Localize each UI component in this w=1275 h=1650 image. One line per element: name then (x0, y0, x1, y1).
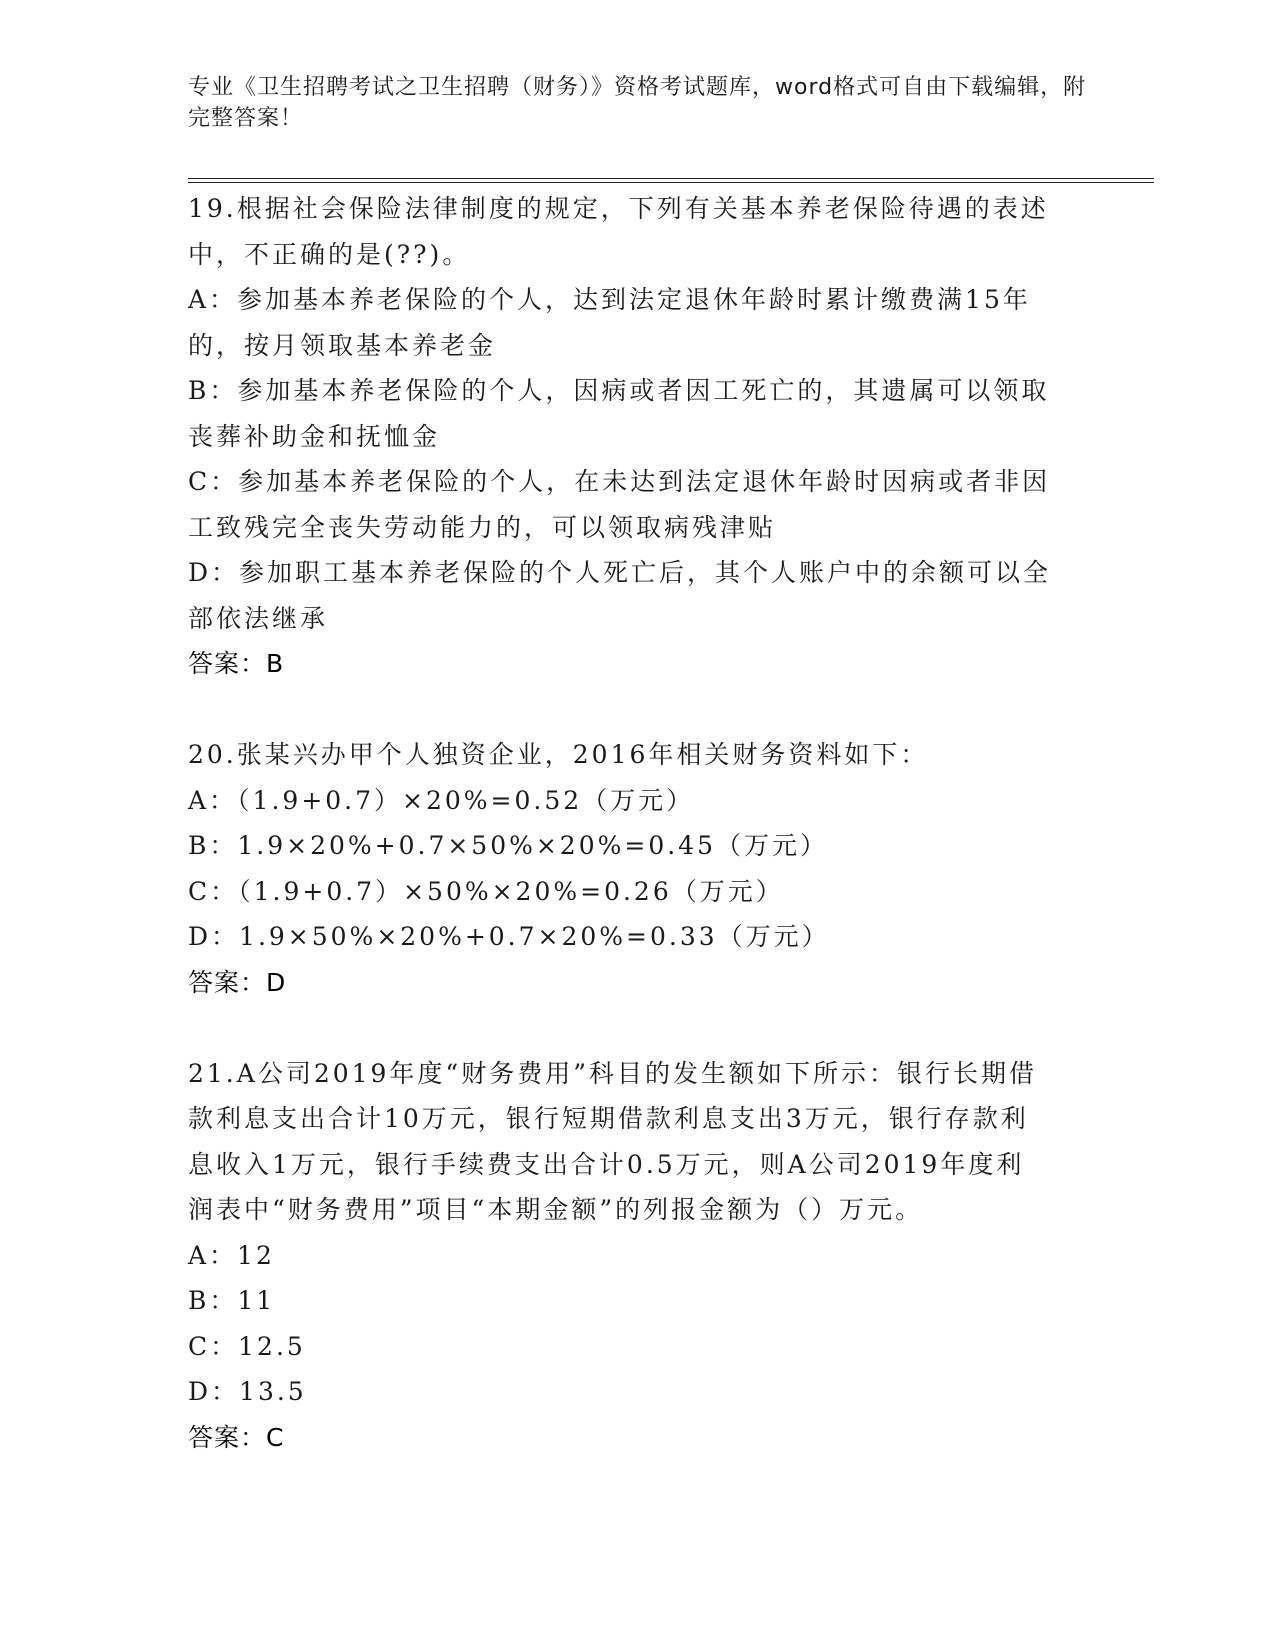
option-b-line: 丧葬补助金和抚恤金 (188, 421, 441, 451)
option-d-line: D：1.9×50%×20%+0.7×20%=0.33（万元） (188, 922, 830, 951)
question-20 (188, 732, 1088, 1005)
header-divider-bottom (188, 182, 1154, 183)
option-c-line: C：（1.9+0.7）×50%×20%=0.26（万元） (188, 876, 784, 906)
answer-label: 答案：D (188, 967, 287, 997)
answer-label: 答案：B (188, 649, 285, 678)
option-c-line: C：12.5 (188, 1331, 306, 1361)
option-c-line: 工致残完全丧失劳动能力的，可以领取病残津贴 (188, 512, 777, 542)
spacer (188, 1005, 1088, 1051)
option-d-line: D：参加职工基本养老保险的个人死亡后，其个人账户中的余额可以全 (188, 558, 1052, 587)
option-c-line: C：参加基本养老保险的个人，在未达到法定退休年龄时因病或者非因 (188, 467, 1051, 496)
question-stem-line: 19.根据社会保险法律制度的规定，下列有关基本养老保险待遇的表述 (188, 194, 1049, 223)
question-21 (188, 1051, 1088, 1461)
answer-label: 答案：C (188, 1422, 285, 1452)
question-19 (188, 186, 1088, 687)
option-a-line: 的，按月领取基本养老金 (188, 330, 497, 360)
option-d-line: 部依法继承 (188, 603, 329, 633)
question-stem-line: 息收入1万元，银行手续费支出合计0.5万元，则A公司2019年度利 (188, 1149, 1025, 1179)
option-b-line: B：11 (188, 1286, 276, 1315)
option-a-line: A：12 (188, 1240, 275, 1270)
question-stem-line: 款利息支出合计10万元，银行短期借款利息支出3万元，银行存款利 (188, 1104, 1029, 1133)
option-a-line: A：参加基本养老保险的个人，达到法定退休年龄时累计缴费满15年 (188, 285, 1031, 314)
option-b-line: B：1.9×20%+0.7×50%×20%=0.45（万元） (188, 831, 828, 860)
option-d-line: D：13.5 (188, 1377, 307, 1406)
question-stem-line: 21.A公司2019年度“财务费用”科目的发生额如下所示：银行长期借 (188, 1058, 1037, 1088)
question-stem-line: 20.张某兴办甲个人独资企业，2016年相关财务资料如下： (188, 740, 929, 769)
option-b-line: B：参加基本养老保险的个人，因病或者因工死亡的，其遗属可以领取 (188, 376, 1050, 405)
spacer (188, 687, 1088, 733)
question-list (188, 186, 1088, 1460)
question-stem-line: 润表中“财务费用”项目“本期金额”的列报金额为（）万元。 (188, 1195, 924, 1224)
header-divider-top (188, 178, 1154, 179)
question-stem-line: 中，不正确的是(??)。 (188, 239, 471, 269)
option-a-line: A：（1.9+0.7）×20%=0.52（万元） (188, 785, 695, 815)
document-header: 专业《卫生招聘考试之卫生招聘（财务）》资格考试题库，word格式可自由下载编辑，附完整答案！ (188, 75, 1087, 131)
